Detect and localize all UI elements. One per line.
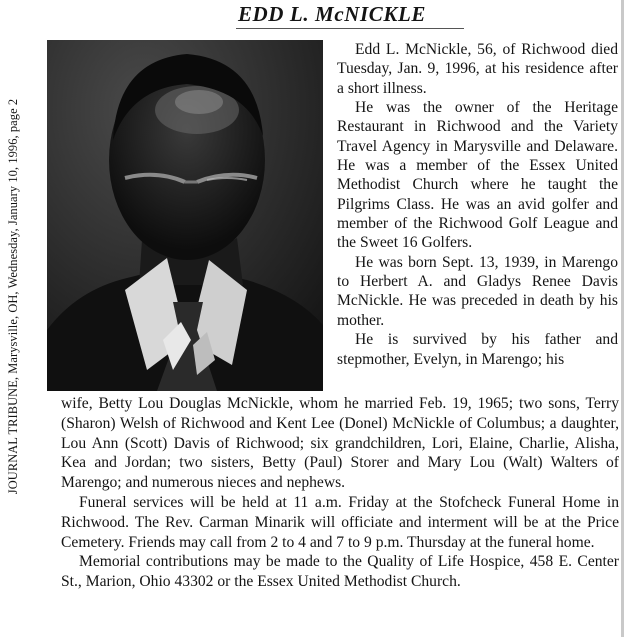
paragraph: He is survived by his father and stepmother, Evelyn, in Marengo; his <box>337 331 618 368</box>
side-caption <box>2 0 26 592</box>
title-underline <box>236 28 464 29</box>
obituary-full-width-text <box>61 394 619 592</box>
paragraph: Memorial contributions may be made to the Quality of Life Hospice, 458 E. Center St., Marion, Ohio 43302 or the Essex United Methodist Church. <box>61 553 619 591</box>
paragraph: Edd L. McNickle, 56, of Richwood died Tuesday, Jan. 9, 1996, at his residence after a short illness. <box>337 41 618 97</box>
side-caption-text: JOURNAL TRIBUNE, Marysville, OH, Wednesday, January 10, 1996, page 2 <box>6 98 21 494</box>
obituary-column-text <box>337 40 618 369</box>
paragraph: He was the owner of the Heritage Restaurant in Richwood and the Variety Travel Agency in Marysville and Delaware. He was a member of the Essex United Methodist Church where he taught the Pilgrims Class. He was an avid golfer and member of the Richwood Golf League and the Sweet 16 Golfers. <box>337 99 618 252</box>
obituary-title: EDD L. McNICKLE <box>237 2 427 26</box>
portrait-photo <box>47 40 323 391</box>
paragraph: Funeral services will be held at 11 a.m. Friday at the Stofcheck Funeral Home in Richwood. The Rev. Carman Minarik will officiate and interment will be at the Price Cemetery. Friends may call from 2 to 4 and 7 to 9 p.m. Thursday at the funeral home. <box>61 493 619 551</box>
paragraph-continued: wife, Betty Lou Douglas McNickle, whom he married Feb. 19, 1965; two sons, Terry (Sharon) Welsh of Richwood and Kent Lee (Donel) McNickle of Columbus; a daughter, Lou Ann (Scott) Davis of Richwood; six grandchildren, Lori, Elaine, Charlie, Alisha, Kea and Jordan; two sisters, Betty (Paul) Storer and Mary Lou (Walt) Walters of Marengo; and numerous nieces and nephews. <box>61 395 619 492</box>
paragraph: He was born Sept. 13, 1939, in Marengo to Herbert A. and Gladys Renee Davis McNickle. He was preceded in death by his mother. <box>337 253 618 329</box>
